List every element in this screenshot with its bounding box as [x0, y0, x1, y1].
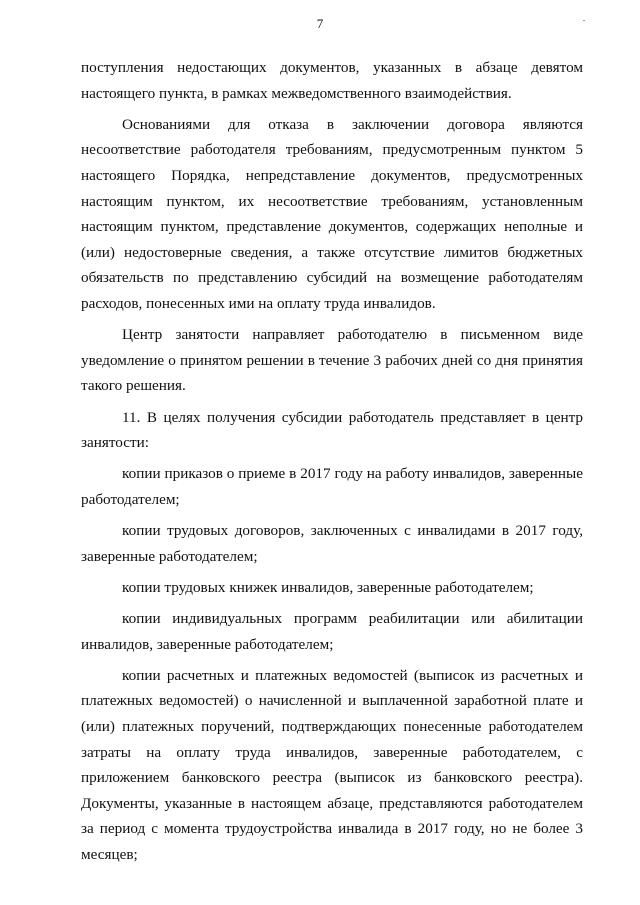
paragraph-item-11: 11. В целях получения субсидии работодатель представляет в центр занятости: — [81, 408, 583, 452]
list-item-hiring-orders: копии приказов о приеме в 2017 году на работу инвалидов, заверенные работодателем; — [81, 465, 583, 508]
paragraph-refusal-grounds: Основаниями для отказа в заключении договора являются несоответствие работодателя требованиям, предусмотренным пунктом 5 настоящего Порядка, непредставление документов, предусмотренных настоящим пунктом, их несоответствие требованиям, установленным настоящим пунктом, представление документов, содержащих неполные и (или) недостоверные сведения, а также отсутствие лимитов бюджетных обязательств по представлению субсидий на возмещение работодателям расходов, понесенных ими на оплату труда инвалидов. — [81, 115, 583, 312]
list-item-rehabilitation-programs: копии индивидуальных программ реабилитации или абилитации инвалидов, заверенные работодателем; — [81, 610, 583, 653]
document-body — [81, 55, 583, 873]
paragraph-continuation: поступления недостающих документов, указанных в абзаце девятом настоящего пункта, в рамках межведомственного взаимодействия. — [81, 59, 583, 102]
list-item-labor-contracts: копии трудовых договоров, заключенных с инвалидами в 2017 году, заверенные работодателем; — [81, 522, 583, 565]
scan-mark — [583, 20, 585, 21]
list-item-payroll-statements: копии расчетных и платежных ведомостей (выписок из расчетных и платежных ведомостей) о начисленной и выплаченной заработной плате и (или) платежных поручений, подтверждающих понесенные работодателем затраты на оплату труда инвалидов, заверенные работодателем, с приложением банковского реестра (выписок из банковского реестра). Документы, указанные в настоящем абзаце, представляются работодателем за период с момента трудоустройства инвалида в 2017 году, но не более 3 месяцев; — [81, 666, 583, 863]
list-item-work-books: копии трудовых книжек инвалидов, заверенные работодателем; — [122, 578, 534, 596]
paragraph-notification: Центр занятости направляет работодателю в письменном виде уведомление о принятом решении в течение 3 рабочих дней со дня принятия такого решения. — [81, 326, 583, 395]
page-number: 7 — [316, 16, 324, 31]
